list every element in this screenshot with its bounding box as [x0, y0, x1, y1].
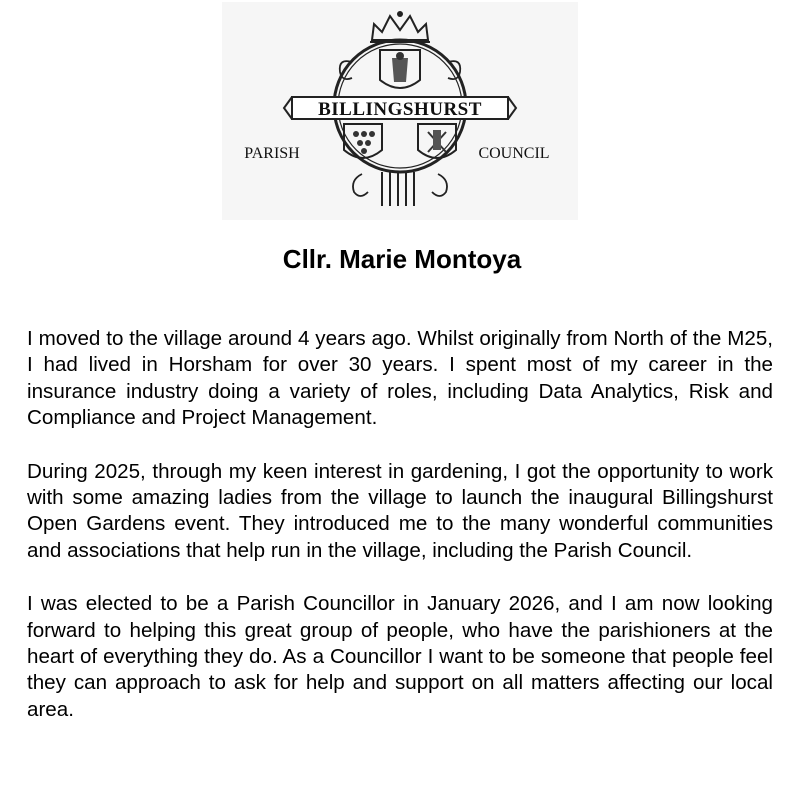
logo-banner-text: BILLINGSHURST [318, 99, 482, 120]
bio-paragraph: I was elected to be a Parish Councillor in January 2026, and I am now looking forward to helping this great group of people, who have the parishioners at the heart of everything they do. As a Councillor I want to be someone that people feel they can approach to ask for help and support on all matters affecting our local area. [27, 592, 773, 721]
biography [27, 326, 773, 750]
page-title: Cllr. Marie Montoya [282, 244, 522, 274]
logo-council-text: COUNCIL [478, 145, 550, 162]
bio-paragraph: I moved to the village around 4 years ago. Whilst originally from North of the M25, I had lived in Horsham for over 30 years. I spent most of my career in the insurance industry doing a variety of roles, including Data Analytics, Risk and Compliance and Project Management. [27, 327, 773, 430]
bio-paragraph: During 2025, through my keen interest in gardening, I got the opportunity to work with some amazing ladies from the village to launch the inaugural Billingshurst Open Gardens event. They introduced me to the many wonderful communities and associations that help run in the village, including the Parish Council. [27, 459, 773, 562]
logo-parish-text: PARISH [244, 145, 300, 162]
parish-council-crest-logo [222, 2, 578, 220]
